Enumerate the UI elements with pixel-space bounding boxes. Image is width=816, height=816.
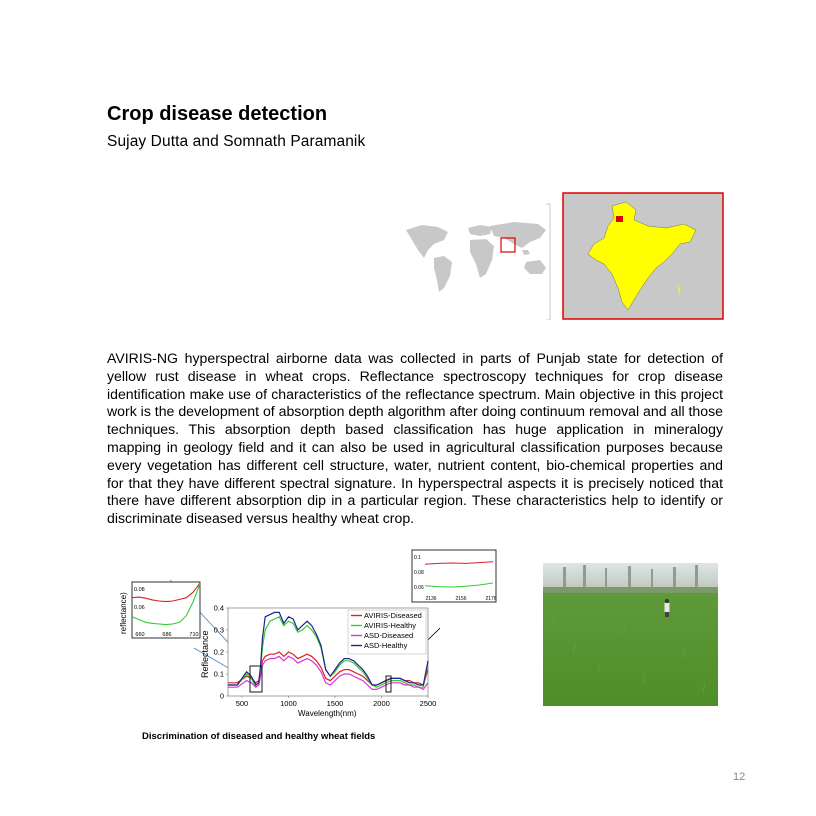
- page-number: 12: [733, 771, 746, 783]
- legend-entry: AVIRIS-Healthy: [364, 621, 416, 630]
- india-map: [563, 193, 723, 319]
- x-tick-label: 2500: [419, 699, 437, 708]
- person-in-field: [665, 599, 670, 617]
- inset-right-x-tick: 2176: [485, 596, 497, 602]
- inset-left-x-tick: 686: [162, 632, 172, 638]
- y-tick-label: 0.3: [213, 625, 224, 635]
- y-tick-label: 0.1: [213, 669, 224, 679]
- punjab-marker: [616, 216, 623, 222]
- inset-left-x-tick: 660: [135, 632, 145, 638]
- reflectance-chart-figure: [110, 548, 440, 728]
- page-title: Crop disease detection: [107, 103, 328, 125]
- x-tick-label: 1000: [280, 699, 297, 708]
- inset-left: [119, 582, 200, 638]
- inset-left-y-tick: 0.08: [134, 587, 145, 593]
- legend: [348, 610, 426, 654]
- y-tick-label: 0: [219, 691, 224, 701]
- inset-right-x-tick: 2136: [425, 596, 437, 602]
- authors: Sujay Dutta and Somnath Paramanik: [107, 133, 366, 150]
- world-map: [406, 204, 550, 320]
- x-tick-label: 500: [235, 699, 249, 708]
- location-map-figure: [404, 192, 724, 320]
- wheat-field-photo: [543, 563, 718, 706]
- figure-caption: Discrimination of diseased and healthy wheat fields: [142, 731, 376, 742]
- legend-entry: AVIRIS-Diseased: [364, 611, 422, 620]
- x-tick-label: 1500: [326, 699, 344, 708]
- inset-left-x-tick: 710: [189, 632, 199, 638]
- inset-right-y-tick: 0.08: [414, 570, 424, 576]
- main-plot: [200, 604, 436, 719]
- x-tick-label: 2000: [373, 699, 390, 708]
- inset-left-ylabel: reflectance): [119, 592, 128, 634]
- inset-right-x-tick: 2156: [455, 596, 467, 602]
- y-tick-label: 0.4: [213, 603, 224, 613]
- legend-entry: ASD-Healthy: [364, 641, 408, 650]
- inset-right-y-tick: 0.1: [414, 555, 421, 561]
- inset-right: [411, 549, 497, 603]
- body-paragraph: AVIRIS-NG hyperspectral airborne data was collected in parts of Punjab state for detection of yellow rust disease in wheat crops. Reflectance spectroscopy techniques for crop disease identification make use of characteristics of the reflectance spectrum. Main objective in this project work is the development of absorption depth algorithm after doing continuum removal and all those techniques. This absorption depth based classification has huge application in mineralogy mapping in geology field and it can also be used in agricultural classification purposes because every vegetation has different cell structure, water, nutrient content, bio-chemical properties and for that they have different spectral signature. In hyperspectral aspects it is precisely noticed that there have different absorption dip in a particular region. These characteristics help to identify or discriminate diseased versus healthy wheat crop.: [107, 350, 723, 527]
- main-xlabel: Wavelength(nm): [298, 709, 357, 718]
- inset-left-y-tick: 0.06: [134, 605, 145, 611]
- inset-right-y-tick: 0.06: [414, 585, 424, 591]
- y-tick-label: 0.2: [213, 647, 224, 657]
- main-ylabel: Reflectance: [200, 630, 210, 678]
- legend-entry: ASD-Diseased: [364, 631, 414, 640]
